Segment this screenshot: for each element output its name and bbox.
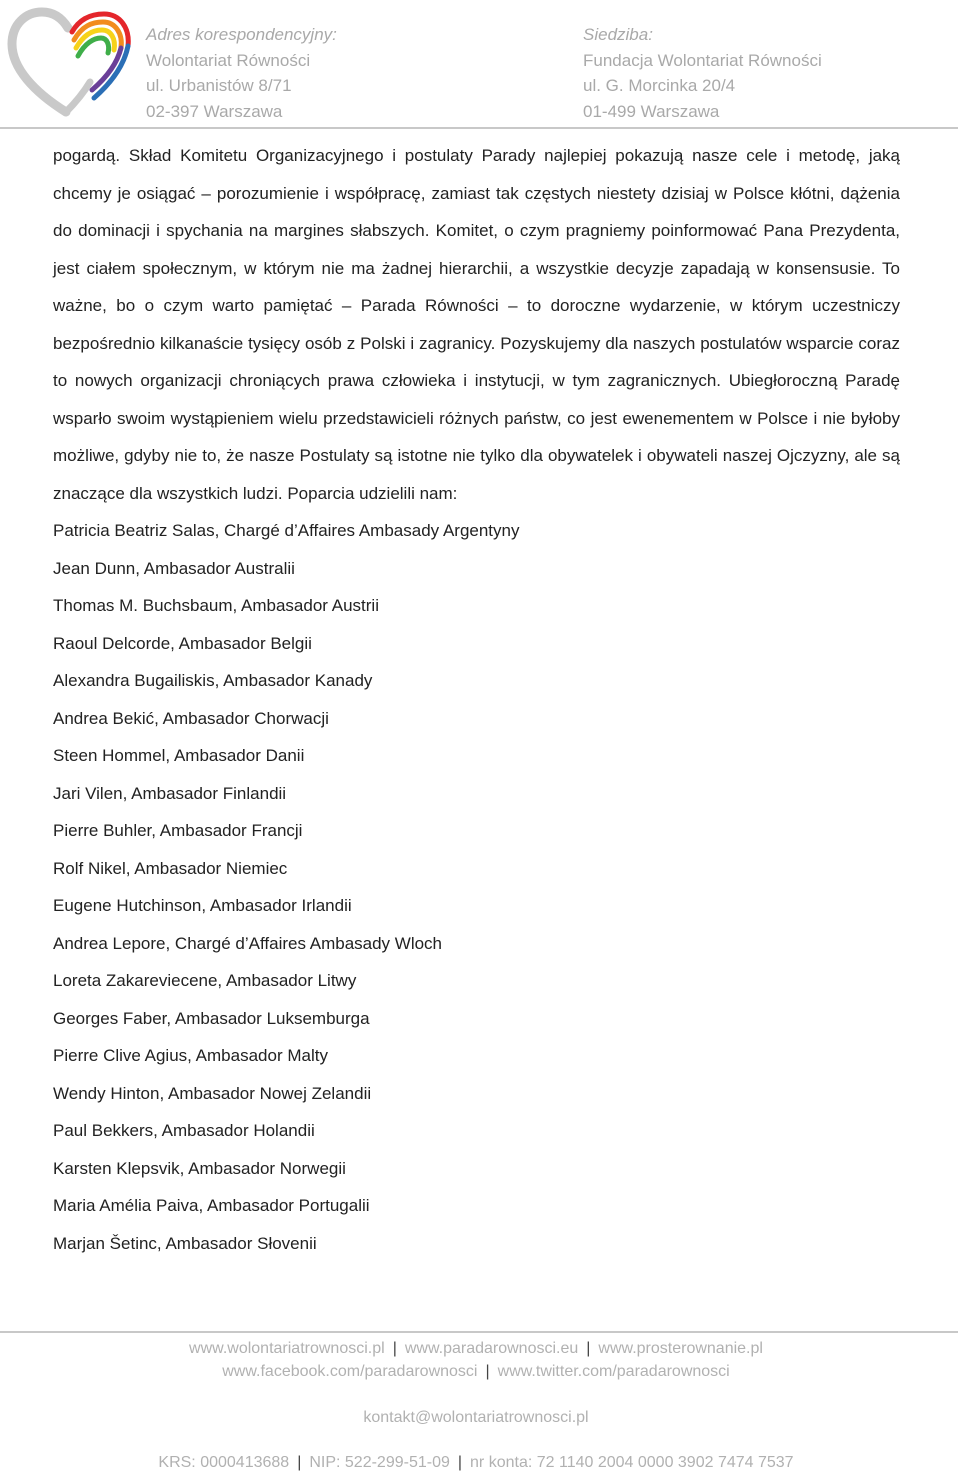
seat-address-line: ul. G. Morcinka 20/4	[583, 76, 736, 95]
correspondence-address-line: Wolontariat Równości	[146, 50, 311, 70]
supporters-list	[53, 512, 900, 1262]
supporter-item: Raoul Delcorde, Ambasador Belgii	[53, 633, 312, 653]
footer-separator: |	[485, 1363, 490, 1380]
seat-address	[583, 22, 822, 124]
seat-address-line: 01-499 Warszawa	[583, 101, 720, 121]
footer-email	[0, 1409, 952, 1427]
facebook-link[interactable]: www.facebook.com/paradarownosci	[222, 1363, 478, 1380]
nip-number: NIP: 522-299-51-09	[309, 1454, 450, 1471]
supporter-item: Eugene Hutchinson, Ambasador Irlandii	[53, 896, 352, 915]
letter-paragraph: pogardą. Skład Komitetu Organizacyjnego i postulaty Parady najlepiej pokazują nasze cele i metodę, jaką chcemy je osiągać – porozumienie i współpracę, zamiast tak częstych niestety dzisiaj w Polsce kłótni, dążenia do dominacji i spychania na margines słabszych. Komitet, o czym pragniemy poinformować Pana Prezydenta, jest ciałem społecznym, w którym nie ma żadnej hierarchii, a wszystkie decyzje zapadają w konsensusie. To ważne, bo o czym warto pamiętać – Parada Równości – to doroczne wydarzenie, w którym uczestniczy bezpośrednio kilkanaście tysięcy osób z Polski i zagranicy. Pozyskujemy dla naszych postulatów wsparcie coraz to nowych organizacji chroniących prawa człowieka i instytucji, w tym zagranicznych. Ubiegłoroczną Paradę wsparło swoim wystąpieniem wielu przedstawicieli różnych państw, co jest ewenementem w Polsce i nie byłoby możliwe, gdyby nie to, że nasze Postulaty są istotne nie tylko dla obywatelek i obywateli naszej Ojczyzny, ale są znaczące dla wszystkich ludzi. Poparcia udzielili nam:	[53, 146, 900, 503]
footer-social	[0, 1363, 952, 1381]
footer-registry	[0, 1454, 952, 1472]
supporter-item: Patricia Beatriz Salas, Chargé d’Affaires Ambasady Argentyny	[53, 521, 520, 540]
krs-number: KRS: 0000413688	[158, 1454, 290, 1471]
supporter-item: Rolf Nikel, Ambasador Niemiec	[53, 858, 288, 878]
header-divider	[0, 127, 958, 129]
correspondence-address-title: Adres korespondencyjny:	[146, 25, 337, 44]
seat-address-line: Fundacja Wolontariat Równości	[583, 50, 822, 70]
supporter-item: Pierre Buhler, Ambasador Francji	[53, 821, 303, 840]
bank-account: nr konta: 72 1140 2004 0000 3902 7474 7537	[470, 1454, 794, 1471]
supporter-item: Pierre Clive Agius, Ambasador Malty	[53, 1046, 328, 1065]
supporter-item: Wendy Hinton, Ambasador Nowej Zelandii	[53, 1083, 372, 1103]
supporter-item: Karsten Klepsvik, Ambasador Norwegii	[53, 1158, 346, 1178]
footer-divider	[0, 1331, 958, 1333]
supporter-item: Jari Vilen, Ambasador Finlandii	[53, 783, 287, 803]
supporter-item: Steen Hommel, Ambasador Danii	[53, 746, 305, 765]
correspondence-address-line: 02-397 Warszawa	[146, 101, 283, 121]
heart-logo-icon	[6, 6, 134, 118]
email-link[interactable]: kontakt@wolontariatrownosci.pl	[363, 1409, 589, 1426]
website-link[interactable]: www.wolontariatrownosci.pl	[189, 1340, 385, 1357]
footer-separator: |	[457, 1454, 463, 1471]
website-link[interactable]: www.prosterownanie.pl	[598, 1340, 763, 1357]
letter-body	[53, 137, 900, 1262]
supporter-item: Marjan Šetinc, Ambasador Słovenii	[53, 1233, 317, 1253]
correspondence-address-line: ul. Urbanistów 8/71	[146, 76, 292, 95]
supporter-item: Paul Bekkers, Ambasador Holandii	[53, 1121, 315, 1140]
supporter-item: Loreta Zakareviecene, Ambasador Litwy	[53, 971, 357, 990]
supporter-item: Andrea Bekić, Ambasador Chorwacji	[53, 708, 329, 728]
footer-separator: |	[392, 1340, 397, 1357]
supporter-item: Georges Faber, Ambasador Luksemburga	[53, 1008, 370, 1028]
correspondence-address	[146, 22, 337, 124]
footer-websites	[0, 1340, 952, 1358]
footer-separator: |	[297, 1454, 302, 1471]
footer-separator: |	[586, 1340, 591, 1357]
supporter-item: Thomas M. Buchsbaum, Ambasador Austrii	[53, 596, 379, 615]
website-link[interactable]: www.paradarownosci.eu	[404, 1340, 579, 1357]
seat-address-title: Siedziba:	[583, 25, 653, 44]
supporter-item: Maria Amélia Paiva, Ambasador Portugalii	[53, 1196, 370, 1215]
twitter-link[interactable]: www.twitter.com/paradarownosci	[497, 1363, 730, 1380]
supporter-item: Alexandra Bugailiskis, Ambasador Kanady	[53, 671, 373, 690]
supporter-item: Andrea Lepore, Chargé d’Affaires Ambasady Wloch	[53, 933, 443, 953]
supporter-item: Jean Dunn, Ambasador Australii	[53, 558, 295, 578]
